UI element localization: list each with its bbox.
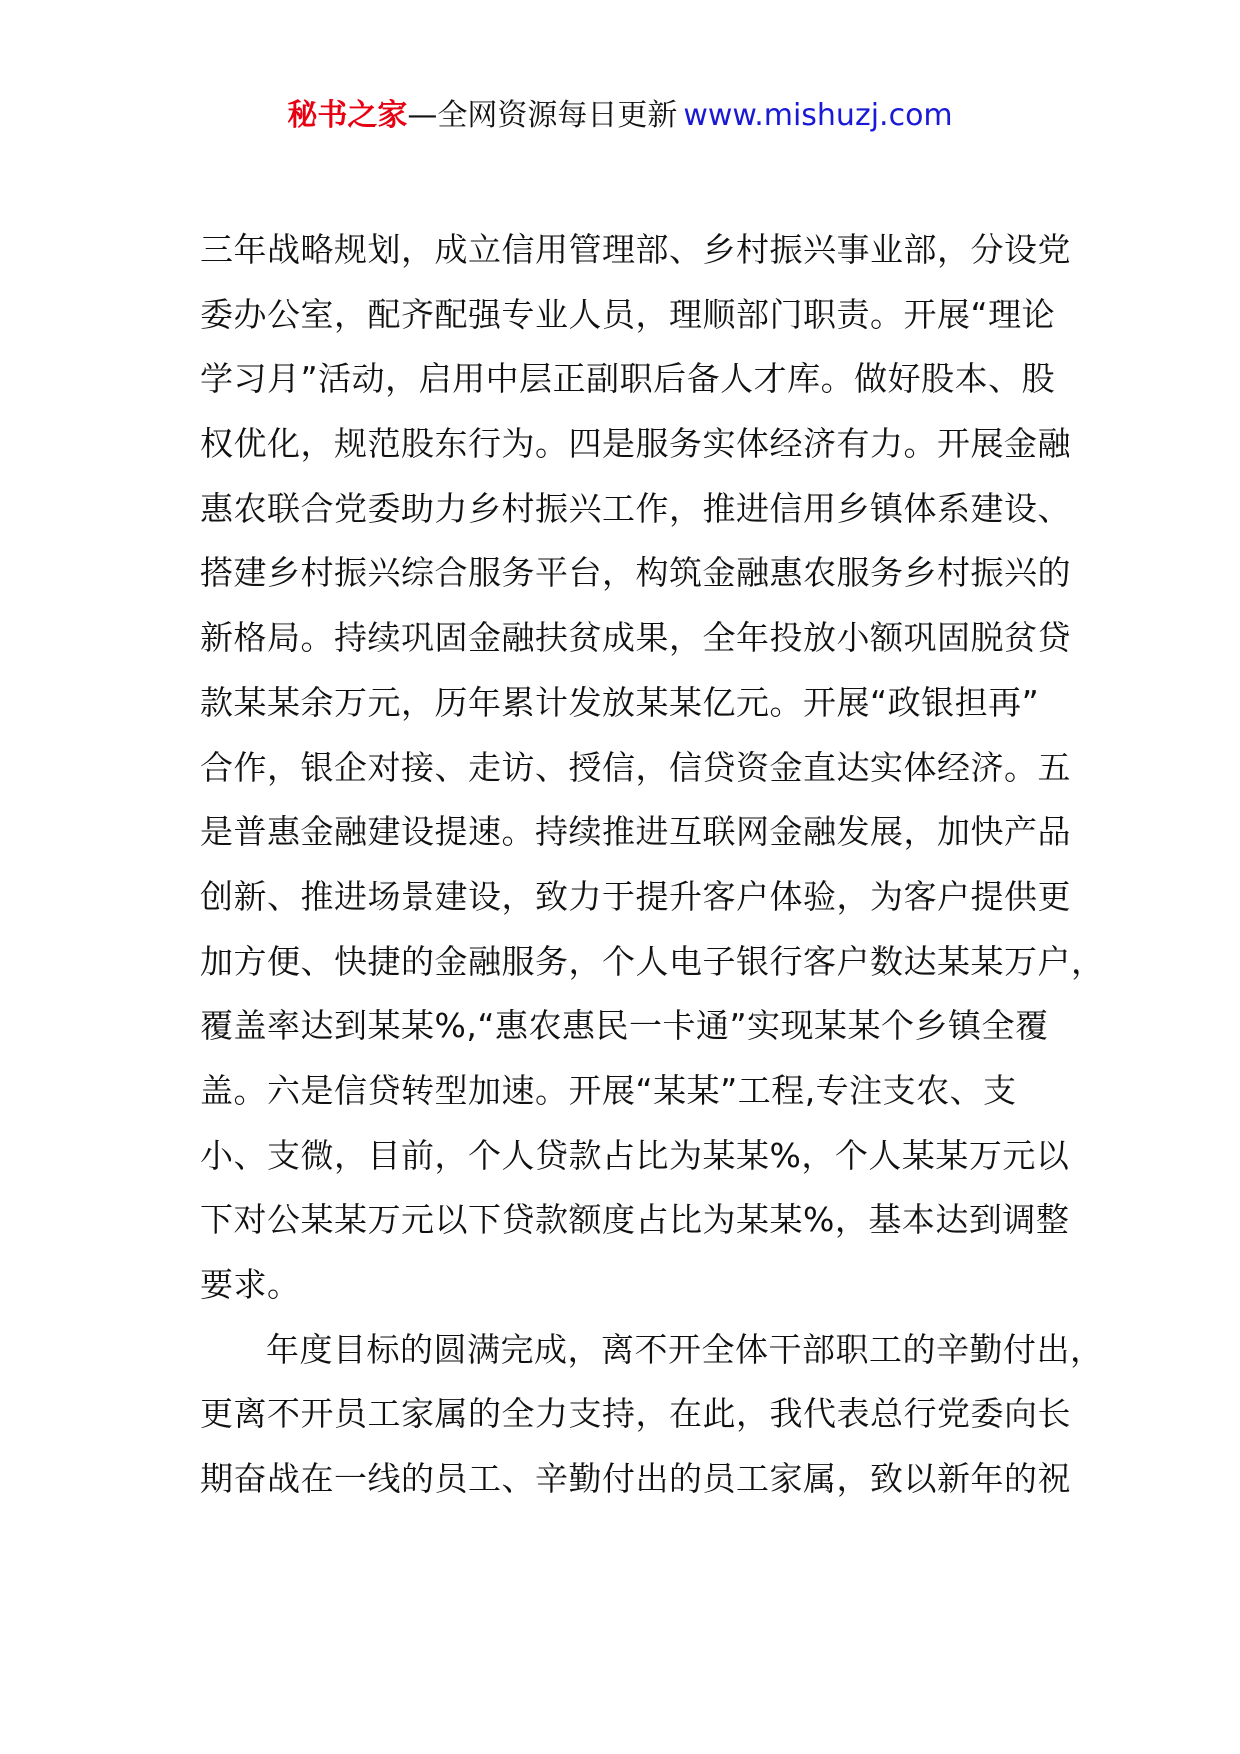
body-line: 更离不开员工家属的全力支持，在此，我代表总行党委向长 [200, 1394, 1071, 1434]
site-url-link[interactable]: www.mishuzj.com [683, 98, 953, 133]
body-line: 覆盖率达到某某%,“惠农惠民一卡通”实现某某个乡镇全覆 [200, 1006, 1049, 1046]
body-line: 加方便、快捷的金融服务，个人电子银行客户数达某某万户， [200, 941, 1105, 981]
body-line: 惠农联合党委助力乡村振兴工作，推进信用乡镇体系建设、 [200, 488, 1071, 528]
brand-name: 秘书之家 [287, 98, 408, 133]
body-line: 权优化，规范股东行为。四是服务实体经济有力。开展金融 [200, 424, 1071, 464]
body-line: 搭建乡村振兴综合服务平台，构筑金融惠农服务乡村振兴的 [200, 553, 1071, 593]
body-line: 新格局。持续巩固金融扶贫成果，全年投放小额巩固脱贫贷 [200, 618, 1071, 658]
body-line: 是普惠金融建设提速。持续推进互联网金融发展，加快产品 [200, 812, 1071, 852]
body-line: 委办公室，配齐配强专业人员，理顺部门职责。开展“理论 [200, 294, 1056, 334]
body-line: 三年战略规划，成立信用管理部、乡村振兴事业部，分设党 [200, 230, 1071, 269]
body-line: 创新、推进场景建设，致力于提升客户体验，为客户提供更 [200, 876, 1071, 916]
body-line: 期奋战在一线的员工、辛勤付出的员工家属，致以新年的祝 [200, 1459, 1071, 1499]
header-tagline: —全网资源每日更新 [407, 98, 678, 133]
body-line: 盖。六是信贷转型加速。开展“某某”工程,专注支农、支 [200, 1070, 1017, 1110]
body-line: 款某某余万元，历年累计发放某某亿元。开展“政银担再” [200, 682, 1040, 722]
body-line: 小、支微，目前，个人贷款占比为某某%，个人某某万元以 [200, 1135, 1070, 1175]
document-body [200, 218, 1105, 1512]
body-line: 学习月”活动，启用中层正副职后备人才库。做好股本、股 [200, 359, 1056, 399]
body-line: 合作，银企对接、走访、授信，信贷资金直达实体经济。五 [200, 747, 1071, 787]
paragraph-start-line: 年度目标的圆满完成，离不开全体干部职工的辛勤付出， [266, 1329, 1104, 1369]
page-header [0, 96, 1240, 136]
body-line: 要求。 [200, 1265, 301, 1304]
body-line: 下对公某某万元以下贷款额度占比为某某%，基本达到调整 [200, 1200, 1070, 1240]
